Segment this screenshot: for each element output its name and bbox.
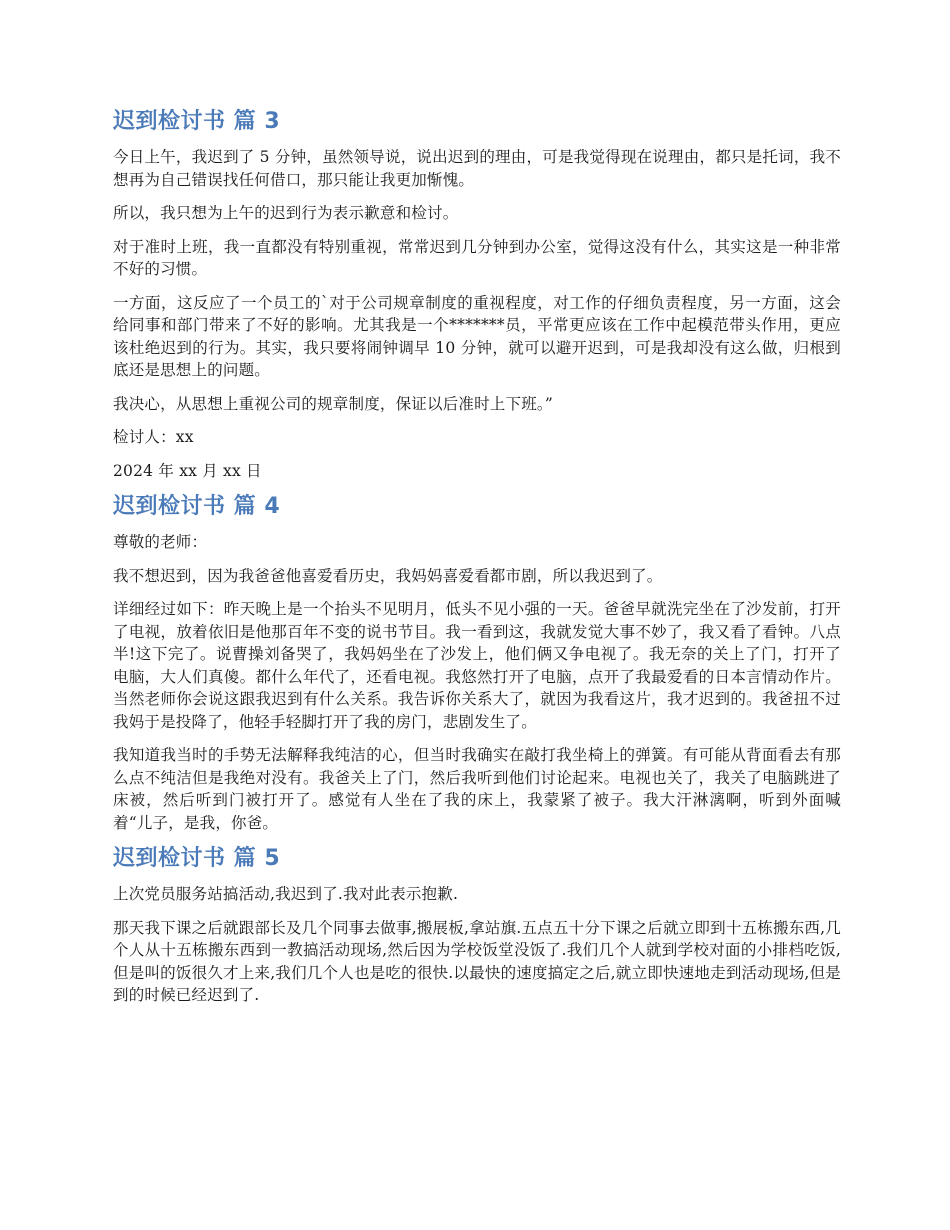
paragraph: 上次党员服务站搞活动,我迟到了.我对此表示抱歉.	[113, 885, 459, 903]
paragraph: 所以，我只想为上午的迟到行为表示歉意和检讨。	[113, 204, 459, 222]
paragraph: 详细经过如下：昨天晚上是一个抬头不见明月，低头不见小强的一天。爸爸早就洗完坐在了沙发前，打开了电视，放着依旧是他那百年不变的说书节目。我一看到这，我就发觉大事不妙了，我又看了看钟。八点半!这下完了。说曹操刘备哭了，我妈妈坐在了沙发上，他们俩又争电视了。我无奈的关上了门，打开了电脑，大人们真傻。都什么年代了，还看电视。我悠然打开了电脑，点开了我最爱看的日本言情动作片。当然老师你会说这跟我迟到有什么关系。我告诉你关系大了，就因为我看这片，我才迟到的。我爸扭不过我妈于是投降了，他轻手轻脚打开了我的房门，悲剧发生了。	[113, 600, 841, 731]
paragraph: 那天我下课之后就跟部长及几个同事去做事,搬展板,拿站旗.五点五十分下课之后就立即到十五栋搬东西,几个人从十五栋搬东西到一教搞活动现场,然后因为学校饭堂没饭了.我们几个人就到学校对面的小排档吃饭,但是叫的饭很久才上来,我们几个人也是吃的很快.以最快的速度搞定之后,就立即快速地走到活动现场,但是到的时候已经迟到了.	[113, 918, 841, 1004]
section-4	[113, 493, 841, 834]
date-line: 2024 年 xx 月 xx 日	[113, 461, 262, 480]
salutation: 尊敬的老师：	[113, 533, 208, 551]
paragraph: 我知道我当时的手势无法解释我纯洁的心，但当时我确实在敲打我坐椅上的弹簧。有可能从背面看去有那么点不纯洁但是我绝对没有。我爸关上了门，然后我听到他们讨论起来。电视也关了，我关了电脑跳进了床被，然后听到门被打开了。感觉有人坐在了我的床上，我蒙紧了被子。我大汗淋漓啊，听到外面喊着“儿子，是我，你爸。	[113, 746, 841, 832]
paragraph: 我不想迟到，因为我爸爸他喜爱看历史，我妈妈喜爱看都市剧，所以我迟到了。	[113, 566, 663, 585]
document-page	[113, 108, 841, 1018]
paragraph: 对于准时上班，我一直都没有特别重视，常常迟到几分钟到办公室，觉得这没有什么，其实这是一种非常不好的习惯。	[113, 237, 841, 278]
section-3	[113, 108, 841, 482]
section-title: 迟到检讨书 篇 4	[113, 494, 281, 519]
section-5	[113, 845, 841, 1007]
paragraph: 今日上午，我迟到了 5 分钟，虽然领导说，说出迟到的理由，可是我觉得现在说理由，都只是托词，我不想再为自己错误找任何借口，那只能让我更加惭愧。	[113, 148, 841, 189]
paragraph: 我决心，从思想上重视公司的规章制度，保证以后准时上下班。”	[113, 394, 553, 413]
paragraph: 一方面，这反应了一个员工的`对于公司规章制度的重视程度，对工作的仔细负责程度，另一方面，这会给同事和部门带来了不好的影响。尤其我是一个*******员，平常更应该在工作中起模范带头作用，更应该杜绝迟到的行为。其实，我只要将闹钟调早 10 分钟，就可以避开迟到，可是我却没有这么做，归根到底还是思想上的问题。	[113, 293, 841, 379]
section-title: 迟到检讨书 篇 3	[113, 109, 281, 134]
section-title: 迟到检讨书 篇 5	[113, 846, 281, 871]
signature-line: 检讨人：xx	[113, 428, 194, 446]
